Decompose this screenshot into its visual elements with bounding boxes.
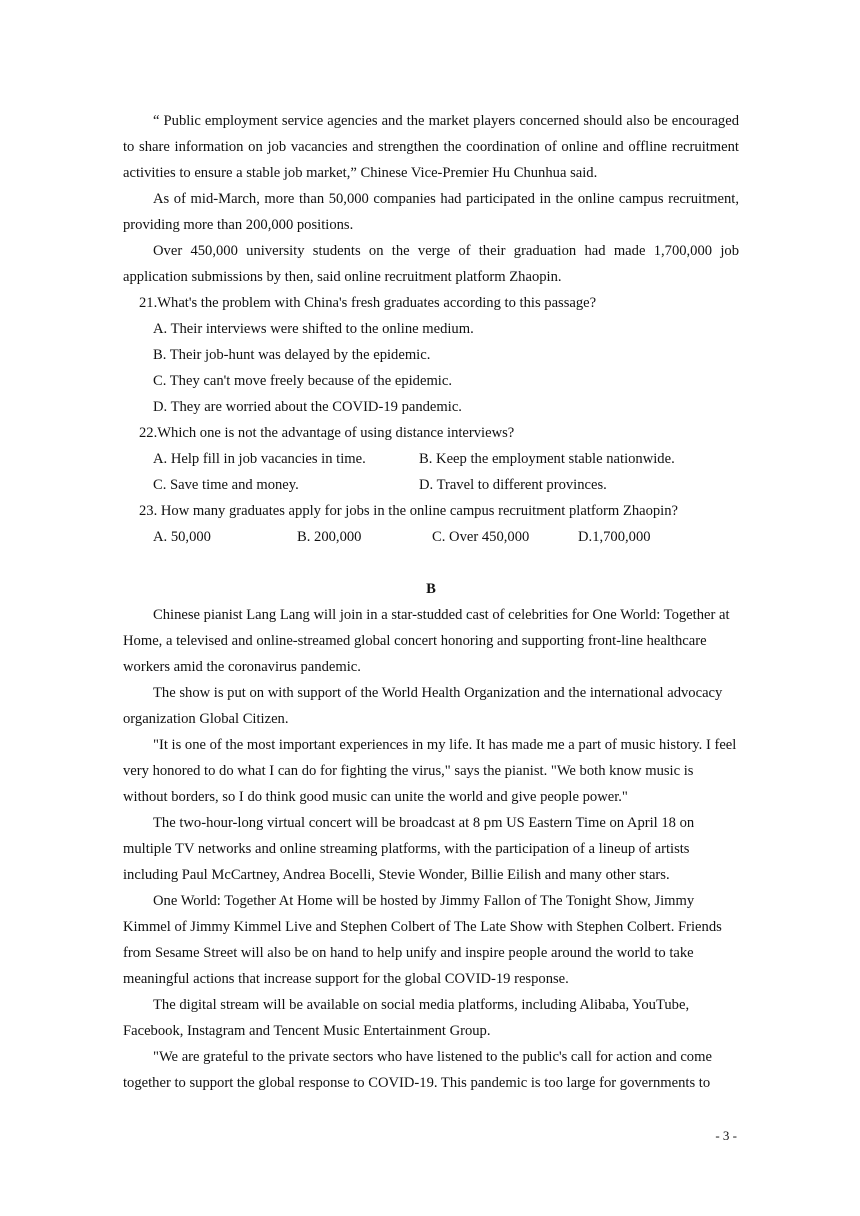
paragraph: The show is put on with support of the World Health Organization and the international advocacy organization Global Citizen. xyxy=(123,685,723,727)
q23-option-d: D.1,700,000 xyxy=(578,529,651,545)
page-number: - 3 - xyxy=(715,1128,737,1143)
q21-option-c: C. They can't move freely because of the epidemic. xyxy=(153,373,452,389)
paragraph: "It is one of the most important experiences in my life. It has made me a part of music history. I feel very honored to do what I can do for fighting the virus," says the pianist. "We both know music is without borders, so I do think good music can unite the world and give people power." xyxy=(123,737,737,805)
paragraph: The digital stream will be available on social media platforms, including Alibaba, YouTube, Facebook, Instagram and Tencent Music Entertainment Group. xyxy=(123,997,690,1039)
paragraph: The two-hour-long virtual concert will be broadcast at 8 pm US Eastern Time on April 18 on multiple TV networks and online streaming platforms, with the participation of a lineup of artists including Paul McCartney, Andrea Bocelli, Stevie Wonder, Billie Eilish and many other stars. xyxy=(123,815,695,883)
q21-option-a: A. Their interviews were shifted to the online medium. xyxy=(153,321,474,337)
q23-option-b: B. 200,000 xyxy=(297,529,362,545)
paragraph: "We are grateful to the private sectors who have listened to the public's call for action and come together to support the global response to COVID-19. This pandemic is too large for governments to xyxy=(123,1049,712,1091)
q21-option-d: D. They are worried about the COVID-19 pandemic. xyxy=(153,399,462,415)
q22-option-b: B. Keep the employment stable nationwide. xyxy=(419,451,675,467)
q23-option-a: A. 50,000 xyxy=(153,529,211,545)
paragraph: As of mid-March, more than 50,000 companies had participated in the online campus recruitment, providing more than 200,000 positions. xyxy=(123,191,739,233)
page-content xyxy=(123,108,739,1096)
question-23: 23. How many graduates apply for jobs in the online campus recruitment platform Zhaopin? xyxy=(139,503,679,519)
q22-option-a: A. Help fill in job vacancies in time. xyxy=(153,451,366,467)
q22-options-row-1 xyxy=(123,446,739,472)
q21-option-b: B. Their job-hunt was delayed by the epidemic. xyxy=(153,347,431,363)
q22-option-d: D. Travel to different provinces. xyxy=(419,477,607,493)
question-21: 21.What's the problem with China's fresh graduates according to this passage? xyxy=(139,295,597,311)
paragraph: One World: Together At Home will be hosted by Jimmy Fallon of The Tonight Show, Jimmy Kimmel of Jimmy Kimmel Live and Stephen Colbert of The Late Show with Stephen Colbert. Friends from Sesame Street will also be on hand to help unify and inspire people around the world to take meaningful actions that increase support for the global COVID-19 response. xyxy=(123,893,722,987)
paragraph: “ Public employment service agencies and the market players concerned should also be encouraged to share information on job vacancies and strengthen the coordination of online and offline recruitment activities to ensure a stable job market,” Chinese Vice-Premier Hu Chunhua said. xyxy=(123,113,739,181)
q23-option-c: C. Over 450,000 xyxy=(432,529,530,545)
paragraph: Chinese pianist Lang Lang will join in a star-studded cast of celebrities for One World: Together at Home, a televised and online-streamed global concert honoring and supporting front-line healthcare workers amid the coronavirus pandemic. xyxy=(123,607,730,675)
q22-options-row-2 xyxy=(123,472,739,498)
section-heading: B xyxy=(426,581,436,597)
q22-option-c: C. Save time and money. xyxy=(153,477,299,493)
q23-options-row xyxy=(123,524,739,550)
paragraph: Over 450,000 university students on the verge of their graduation had made 1,700,000 job application submissions by then, said online recruitment platform Zhaopin. xyxy=(123,243,739,285)
question-22: 22.Which one is not the advantage of using distance interviews? xyxy=(139,425,515,441)
